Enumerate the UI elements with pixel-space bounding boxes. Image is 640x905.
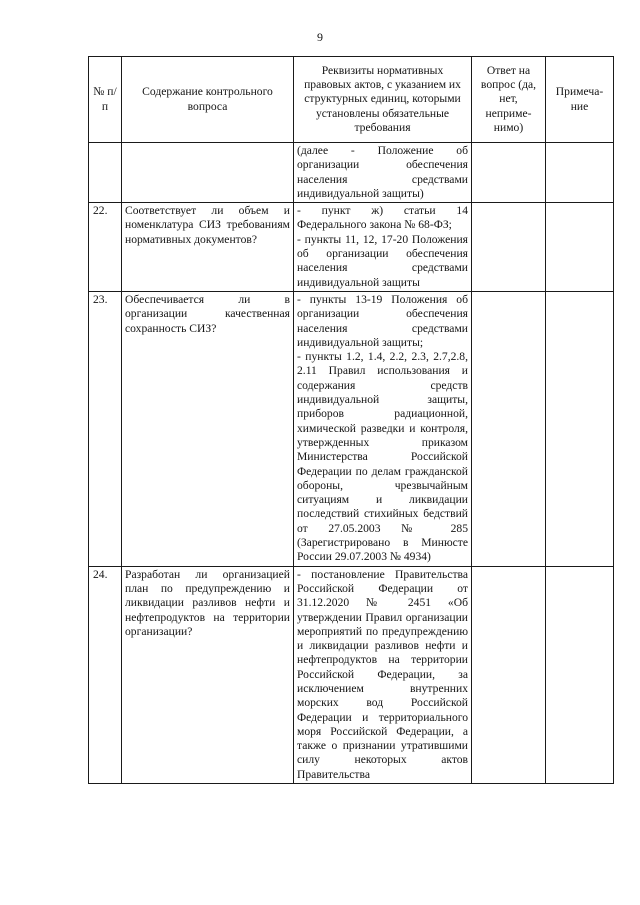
table-row [89, 566, 614, 783]
row-requisites [294, 203, 472, 292]
row-number: 22. [89, 203, 122, 292]
requisite-item: - пункты 11, 12, 17-20 Положения об организации обеспечения населения средствами индивидуальной защиты [297, 232, 468, 289]
header-question: Содержание контрольного вопроса [122, 57, 294, 143]
row-answer[interactable] [472, 143, 546, 203]
row-note[interactable] [546, 291, 614, 566]
row-answer[interactable] [472, 203, 546, 292]
row-note[interactable] [546, 143, 614, 203]
requisite-item: - пункт ж) статьи 14 Федерального закона № 68-ФЗ; [297, 204, 468, 232]
header-answer: Ответ на вопрос (да, нет, неприме-нимо) [472, 57, 546, 143]
row-requisites [294, 143, 472, 203]
row-note[interactable] [546, 566, 614, 783]
table-header-row [89, 57, 614, 143]
requisite-item: - постановление Правительства Российской Федерации от 31.12.2020 № 2451 «Об утверждении Правил организации мероприятий по предупреждению и ликвидации разливов нефти и нефтепродуктов на территории Российской Федерации, за исключением внутренних морских вод Российской Федерации и территориального моря Российской Федерации, а также о признании утратившими силу некоторых актов Правительства [297, 567, 468, 781]
row-requisites [294, 566, 472, 783]
header-note: Примеча-ние [546, 57, 614, 143]
row-question: Разработан ли организацией план по предупреждению и ликвидации разливов нефти и нефтепродуктов на территории организации? [122, 566, 294, 783]
row-question: Соответствует ли объем и номенклатура СИЗ требованиям нормативных документов? [122, 203, 294, 292]
requisite-item: (далее - Положение об организации обеспечения населения средствами индивидуальной защиты) [297, 144, 468, 200]
table-row [89, 291, 614, 566]
row-note[interactable] [546, 203, 614, 292]
row-number: 23. [89, 291, 122, 566]
requisite-item: - пункты 13-19 Положения об организации обеспечения населения средствами индивидуальной защиты; [297, 292, 468, 349]
table-row [89, 203, 614, 292]
row-answer[interactable] [472, 566, 546, 783]
row-number [89, 143, 122, 203]
row-number: 24. [89, 566, 122, 783]
row-answer[interactable] [472, 291, 546, 566]
row-question: Обеспечивается ли в организации качественная сохранность СИЗ? [122, 291, 294, 566]
table-row [89, 143, 614, 203]
page-number: 9 [317, 30, 323, 44]
requisite-item: - пункты 1.2, 1.4, 2.2, 2.3, 2.7,2.8, 2.11 Правил использования и содержания средств индивидуальной защиты, приборов радиационной, химической разведки и контроля, утвержденных приказом Министерства Российской Федерации по делам гражданской обороны, чрезвычайным ситуациям и ликвидации последствий стихийных бедствий от 27.05.2003 № 285 (Зарегистрировано в Минюсте России 29.07.2003 № 4934) [297, 350, 468, 564]
header-num: № п/п [89, 57, 122, 143]
row-requisites [294, 291, 472, 566]
header-requisites: Реквизиты нормативных правовых актов, с указанием их структурных единиц, которыми установлены обязательные требования [294, 57, 472, 143]
row-question [122, 143, 294, 203]
requirements-table [88, 56, 614, 784]
